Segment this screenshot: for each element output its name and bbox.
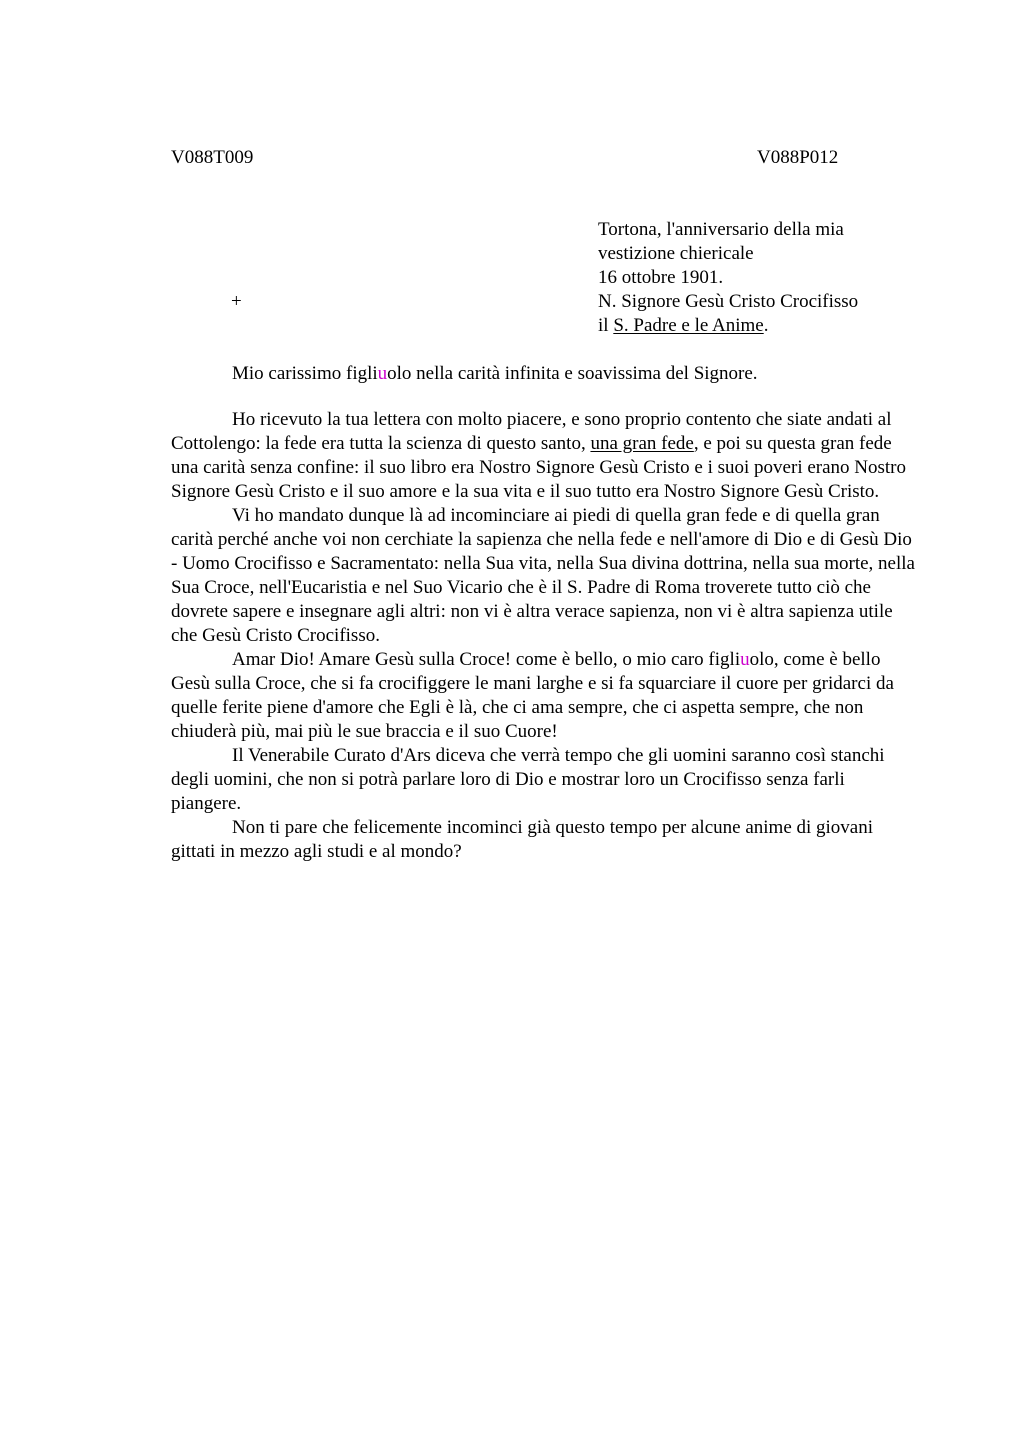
heading-date-line: 16 ottobre 1901. bbox=[598, 267, 724, 288]
paragraph-1 bbox=[171, 408, 916, 504]
paragraph-3-highlight: u bbox=[740, 649, 750, 670]
cross-symbol: + bbox=[231, 291, 242, 312]
heading-place-line: Tortona, l'anniversario della mia bbox=[598, 219, 844, 240]
paragraph-3-part-b: olo, come è bello Gesù sulla Croce, che si fa crocifiggere le mani larghe e si fa squarciare il cuore per gridarci da quelle ferite piene d'amore che Egli è là, che ci ama sempre, che ci aspetta sempre, che non chiuderà più, mai più le sue braccia e il suo Cuore! bbox=[171, 649, 894, 742]
paragraph-3-part-a: Amar Dio! Amare Gesù sulla Croce! come è bello, o mio caro figli bbox=[232, 649, 741, 670]
heading-invocation-line: N. Signore Gesù Cristo Crocifisso bbox=[598, 291, 859, 312]
paragraph-5: Non ti pare che felicemente incominci già questo tempo per alcune anime di giovani gittati in mezzo agli studi e al mondo? bbox=[171, 817, 874, 862]
heading-occasion-line: vestizione chiericale bbox=[598, 243, 754, 264]
paragraph-4: Il Venerabile Curato d'Ars diceva che verrà tempo che gli uomini saranno così stanchi degli uomini, che non si potrà parlare loro di Dio e mostrar loro un Crocifisso senza farli piangere. bbox=[171, 745, 885, 814]
letter-heading bbox=[598, 218, 858, 338]
dedication-prefix: il bbox=[598, 315, 614, 336]
heading-dedication-line bbox=[598, 314, 858, 338]
paragraph-2: Vi ho mandato dunque là ad incominciare ai piedi di quella gran fede e di quella gran carità perché anche voi non cerchiate la sapienza che nella fede e nell'amore di Dio e di Gesù Dio - Uomo Crocifisso e Sacramentato: nella Sua vita, nella Sua divina dottrina, nella sua morte, nella Sua Croce, nell'Eucaristia e nel Suo Vicario che è il S. Padre di Roma troverete tutto ciò che dovrete sapere e insegnare agli altri: non vi è altra verace sapienza, non vi è altra sapienza utile che Gesù Cristo Crocifisso. bbox=[171, 505, 915, 646]
salutation-highlight: u bbox=[377, 363, 388, 384]
dedication-underlined: S. Padre e le Anime bbox=[613, 315, 764, 336]
document-code-right: V088P012 bbox=[757, 147, 839, 168]
paragraph-1-part-b: , e poi su questa gran fede una carità senza confine: il suo libro era Nostro Signore Gesù Cristo e i suoi poveri erano Nostro Signore Gesù Cristo e il suo amore e la sua vita e il suo tutto era Nostro Signore Gesù Cristo. bbox=[171, 433, 907, 502]
salutation bbox=[232, 362, 758, 386]
paragraph-1-underlined: una gran fede bbox=[590, 433, 694, 454]
paragraph-3 bbox=[171, 648, 916, 744]
letter-body bbox=[171, 408, 916, 864]
salutation-before: Mio carissimo figli bbox=[232, 363, 378, 384]
paragraph-1-part-a: Ho ricevuto la tua lettera con molto piacere, e sono proprio contento che siate andati al Cottolengo: la fede era tutta la scienza di questo santo, bbox=[171, 409, 892, 454]
salutation-after: olo nella carità infinita e soavissima del Signore. bbox=[387, 363, 758, 384]
document-code-left: V088T009 bbox=[171, 147, 254, 168]
dedication-suffix: . bbox=[763, 315, 769, 336]
